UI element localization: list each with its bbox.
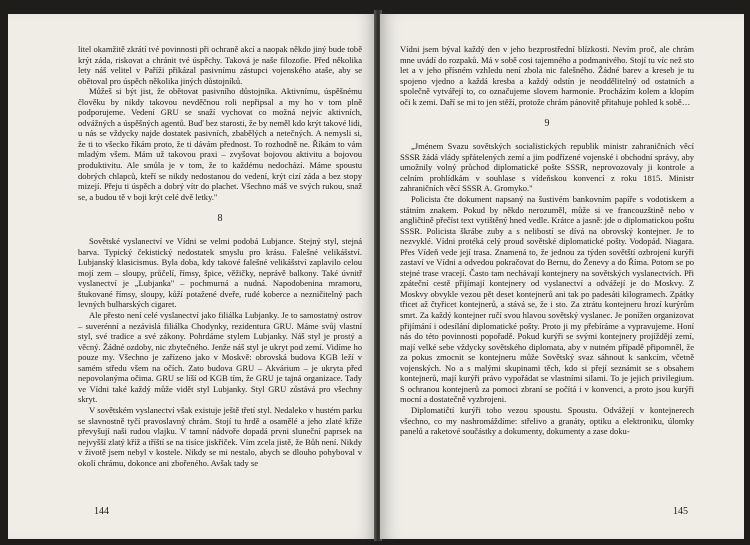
right-page xyxy=(380,14,744,539)
paragraph: Vídni jsem býval každý den v jeho bezprostřední blízkosti. Nevím proč, ale chrám mne uvádí do rozpaků. Má v sobě cosi tajemného a podmanivého. Stojí tu víc než sto let a v jeho přísném vzhledu není zbola nic falešného. Žádné barev a kreseb je tu spojeno vjedno a každá kresba a každý odstín je neoddělitelný od ostatních a společně vytvářejí to, co označujeme slovem harmonie. Procházím kolem a klopím oči k zemi. Daří se mi to jen stěží, protože chrám pánovitě přitahuje pohled k sobě… xyxy=(400,44,694,107)
paragraph: „Jménem Svazu sovětských socialistických republik ministr zahraničních věcí SSSR žádá vlády spřátelených zemí a jim podřízené vojenské i obchodní správy, aby umožnily volný průchod diplomatické pošte SSSR, neprovozovaly ji kontrole a celním prohlídkám v souhlase s vídeňskou konvencí z roku 1815. Ministr zahraničních věcí SSSR A. Gromyko." xyxy=(400,141,694,194)
paragraph: V sovětském vyslanectví však existuje ještě třetí styl. Nedaleko v hustém parku se slavnostně tyčí pravoslavný chrám. Stojí tu hrdě a osamělé a jeho zlaté kříže převyšují naši rudou vlajku. V tamní nádvoře dopadá prvni sluneční paprsek na nejvyšší zlatý kříž a tříští se na tisíce jiskřiček. Vím zcela jistě, že Bůh není. Nikdy v životě jsem nebyl v kostele. Nikdy se mi nestalo, abych se dlouho pohyboval v okolí chrámu, dokonce ani zbořeného. Avšak tady se xyxy=(78,404,362,468)
paragraph: Policista čte dokument napsaný na šustivém bankovním papíře s vodotiskem a státním znakem. Pokud by někdo nerozuměl, může si ve francouzštině nebo v angličtině přečíst text vytištěný hned vedle. Krátce a jasně: jde o diplomatickou poštu SSSR. Policista škrábe zuby a s nelibostí se dívá na obrovský kontejner. Je to nezvyklé. Vídni protéká celý proud sovětské diplomatické pošty. Vodopád. Niagara. Přes Vídeň vede její trasa. Znamená to, že jednou za týden sovětští ozbrojení kurýři zastaví ve Vídni a odvedou pokračovat do Bernu, do Ženevy a do Říma. Potom se po stejné trase vracejí. Často tam nechávají kontejnery na sovětských vyslanectvích. Při zpáteční cestě přijímají kontejnery od vyslanectví a odvážejí je do Moskvy. Z Moskvy obvykle vezou pět deset kontejnerů ani tak po padesáti kilogramech. Zpátky třicet až čtyřicet kontejnerů, a stává se, že i sto. Za ztrátu kontejneru hrozí kurýrům smrt. Za každý kontejner ručí svou hlavou sovětský vyslanec. Je ponížen organizovat přijímání i odesílání diplomatické pošty. Proto ji my přebíráme a vypravujeme. Honí nás do této povinnosti popořadě. Pokud kurýři se svými kontejnery projíždějí zemí, mají velké sebe vždycky sovětského diplomata, aby v nutném případě připomněl, že za pokus zmocnit se kontejneru může Sovětský svaz sáhnout k sankcím, včetně vojenských. No a s malými skupinami těch, kdo si přejí seznámit se s obsahem kontejnerů, mají kurýři právo vypořádat se vlastními silami. To je jejich privilegium. S ochranou kontejnerů za pomoci zbraní se počítá i v konvenci, a proto jsou kurýři mocní a dostatečně vyzbrojeni. xyxy=(400,194,694,405)
chapter-number: 8 xyxy=(217,213,223,225)
paragraph: litel okamžitě zkrátí tvé povinnosti při ochraně akcí a naopak někdo jiný bude tobě krýt záda, riskovat a chránit tvé úspěchy. Taková je naše filozofie. Před několika lety náš velitel v Paříži přikázal pasivnímu zástupci vojenského ataše, aby se obětoval pro úspěch několika jiných důstojníků. xyxy=(78,44,362,86)
page-number: 144 xyxy=(94,506,109,517)
right-page-text xyxy=(400,44,694,437)
paragraph: Diplomatičtí kurýři tobo vezou spoustu. Spoustu. Odvážejí v kontejnerech všechno, co my nashromáždíme: střelivo a granáty, optiku a elektroniku, úlomky panelů a raketové součástky a dokumenty, dokumenty a zase doku- xyxy=(400,404,694,437)
paragraph: Můžeš si být jist, že obětovat pasivního důstojníka. Aktivnímu, úspěšnému člověku by nikdy takovou nevděčnou roli nepřipsal a my ho v tom plně podporujeme. Vedení GRU se snaží vychovat co možná nejvíc aktivních, odvážných a úspěšných agentů. Buď bez starosti, že by neměl kdo krýt takové lidi, u nás se vždycky najde dostatek pasivních, zbabělých a netečných. A nemysli si, že ti to všecko říkám proto, že ti dávám přednost. To rozhodně ne. Říkám to vám mladým všem. Mám už takovou praxi – zvyšovat bojovou aktivitu a bojovou produktivitu. Ale smůla je v tom, že to každému nedochází. Máme spoustu dobrých chlapců, kteří se nikdy nedostanou do vedení, krýt cizí záda a bez stopy mizejí. Přeju ti úspěch a dobrý vítr do plachet. Všechno máš ve svých rukou, snaž se, a budou tě v boji krýt celé dvě letky." xyxy=(78,86,362,202)
page-number: 145 xyxy=(673,506,688,517)
paragraph: Ale přesto není celé vyslanectví jako filiálka Lubjanky. Je to samostatný ostrov – suverénní a nezávislá filiálka Chodynky, rezidentura GRU. Máme svůj vlastní styl, své tradice a své zákony. Pohrdáme stylem Lubjanky. Náš styl je prostý a věcný. Žádné ozdoby, nic zbytečného. Jenže náš styl je ukryt pod zemí. Vidíme ho pouze my. Všechno je zařízeno jako v Moskvě: obrovská budova KGB leží v samém středu všem na očích. Zato budova GRU – Akvárium – je ukryta před nepovolanýma očima. GRU se líší od KGB tím, že GRU je tajná organizace. Tady ve Vídni také každý může vidět styl Lubjanky. Styl GRU zůstává pro všechny skryt. xyxy=(78,310,362,405)
left-page xyxy=(8,14,376,539)
left-page-text xyxy=(78,44,362,468)
paragraph: Sovětské vyslanectví ve Vídni se velmi podobá Lubjance. Stejný styl, stejná barva. Typický čekistický nedostatek smyslu pro krásu. Falešné velikášství. Lubjanský klasicismus. Byla doba, kdy takové falešné velikášství zaplavilo celou mojí zem – sloupy, průčelí, římsy, špice, věžičky, neprávě balkony. Také úvnitř vyslanectví je „Lubjanka" – pochmurná a nudná. Napodobenina mramoru, štukované římsy, sloupy, kůží potažené dveře, rudé koberce a nezničitelný pach levných bulharských cigaret. xyxy=(78,236,362,310)
chapter-number: 9 xyxy=(544,118,550,130)
